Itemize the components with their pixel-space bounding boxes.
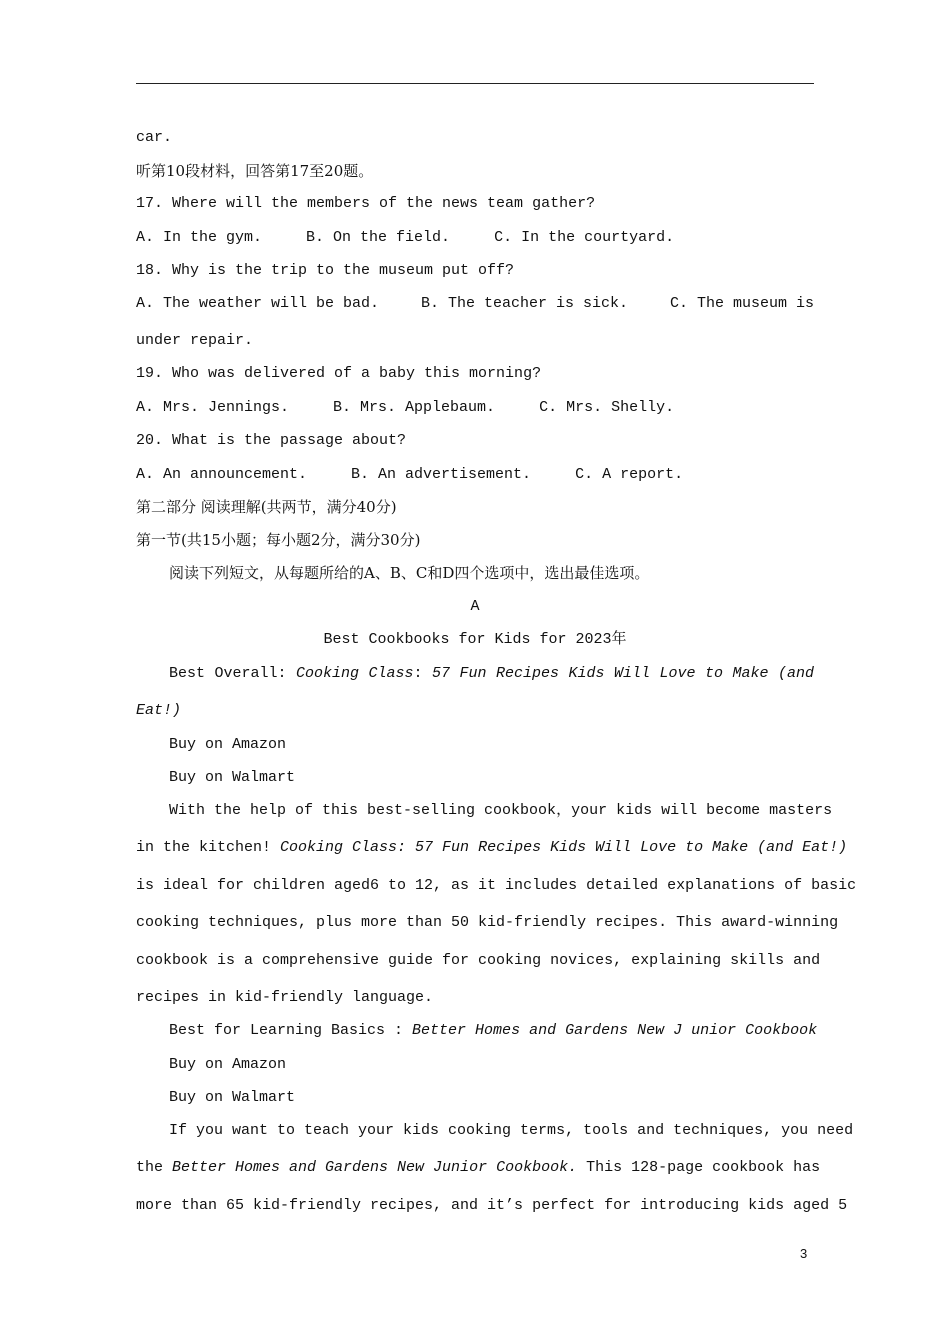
options-18 [136,294,814,314]
paragraph-line: With the help of this best-selling cookbook，your kids will become masters [169,802,833,819]
learning-basics-line [169,1021,818,1041]
book-title: Better Homes and Gardens New Junior Cookbook. [172,1159,578,1176]
option-a: A. The weather will be bad. [136,295,380,312]
section-heading: 听第10段材料，回答第17至20题。 [136,162,374,180]
option-c: C. A report. [575,466,684,483]
paragraph-line: recipes in kid-friendly language. [136,989,434,1006]
book-title-continued [136,701,814,721]
option-b: B. An advertisement. [351,466,532,483]
paragraph-line: cookbook is a comprehensive guide for cooking novices, explaining skills and [136,952,821,969]
options-19 [136,398,814,418]
option-b: B. On the field. [306,229,451,246]
book-title: Eat!) [136,702,182,719]
question-19: 19. Who was delivered of a baby this morning? [136,365,542,382]
book-title: Cooking Class: 57 Fun Recipes Kids Will Love to Make (and Eat!) [280,839,848,856]
section-heading: 第一节(共15小题；每小题2分，满分30分) [136,531,421,549]
question-17: 17. Where will the members of the news team gather? [136,195,596,212]
page-number: 3 [800,1246,808,1261]
options-17 [136,228,814,248]
header-rule [136,83,814,84]
option-b: B. The teacher is sick. [420,295,629,312]
text: in the kitchen! [136,839,281,856]
option-b: B. Mrs. Applebaum. [333,399,496,416]
paragraph-line [136,838,848,858]
paragraph-line: more than 65 kid-friendly recipes, and it’s perfect for introducing kids aged 5 [136,1197,848,1214]
option-c: C. The museum is [669,295,814,312]
book-title: Better Homes and Gardens New J unior Cookbook [412,1022,818,1039]
text: This 128-page cookbook has [577,1159,821,1176]
option-a: A. Mrs. Jennings. [136,399,290,416]
buy-link: Buy on Amazon [169,736,287,753]
buy-link: Buy on Walmart [169,1089,296,1106]
buy-link: Buy on Walmart [169,769,296,786]
book-title: Cooking Class [296,665,414,682]
paragraph-line: cooking techniques, plus more than 50 kid-friendly recipes. This award-winning [136,914,839,931]
passage-letter: A [470,598,480,615]
paragraph-line: is ideal for children aged6 to 12, as it includes detailed explanations of basic [136,877,857,894]
best-overall-line [169,664,814,684]
buy-link: Buy on Amazon [169,1056,287,1073]
question-18: 18. Why is the trip to the museum put off? [136,262,515,279]
category-label: Best for Learning Basics : [169,1022,413,1039]
text: the [136,1159,173,1176]
option-a: A. An announcement. [136,466,308,483]
option-c: C. In the courtyard. [494,229,675,246]
paragraph-line: If you want to teach your kids cooking terms, tools and techniques, you need [169,1122,854,1139]
question-20: 20. What is the passage about? [136,432,407,449]
instructions: 阅读下列短文，从每题所给的A、B、C和D四个选项中，选出最佳选项。 [169,564,650,582]
text-line: car. [136,129,173,146]
option-c-continued: under repair. [136,332,254,349]
options-20 [136,465,814,485]
book-title: 57 Fun Recipes Kids Will Love to Make (and [432,665,814,682]
part-heading: 第二部分 阅读理解(共两节，满分40分) [136,498,397,516]
option-c: C. Mrs. Shelly. [539,399,675,416]
option-a: A. In the gym. [136,229,263,246]
passage-title: Best Cookbooks for Kids for 2023年 [323,631,627,648]
colon: : [413,665,433,682]
category-label: Best Overall: [169,665,296,682]
paragraph-line [136,1158,821,1178]
